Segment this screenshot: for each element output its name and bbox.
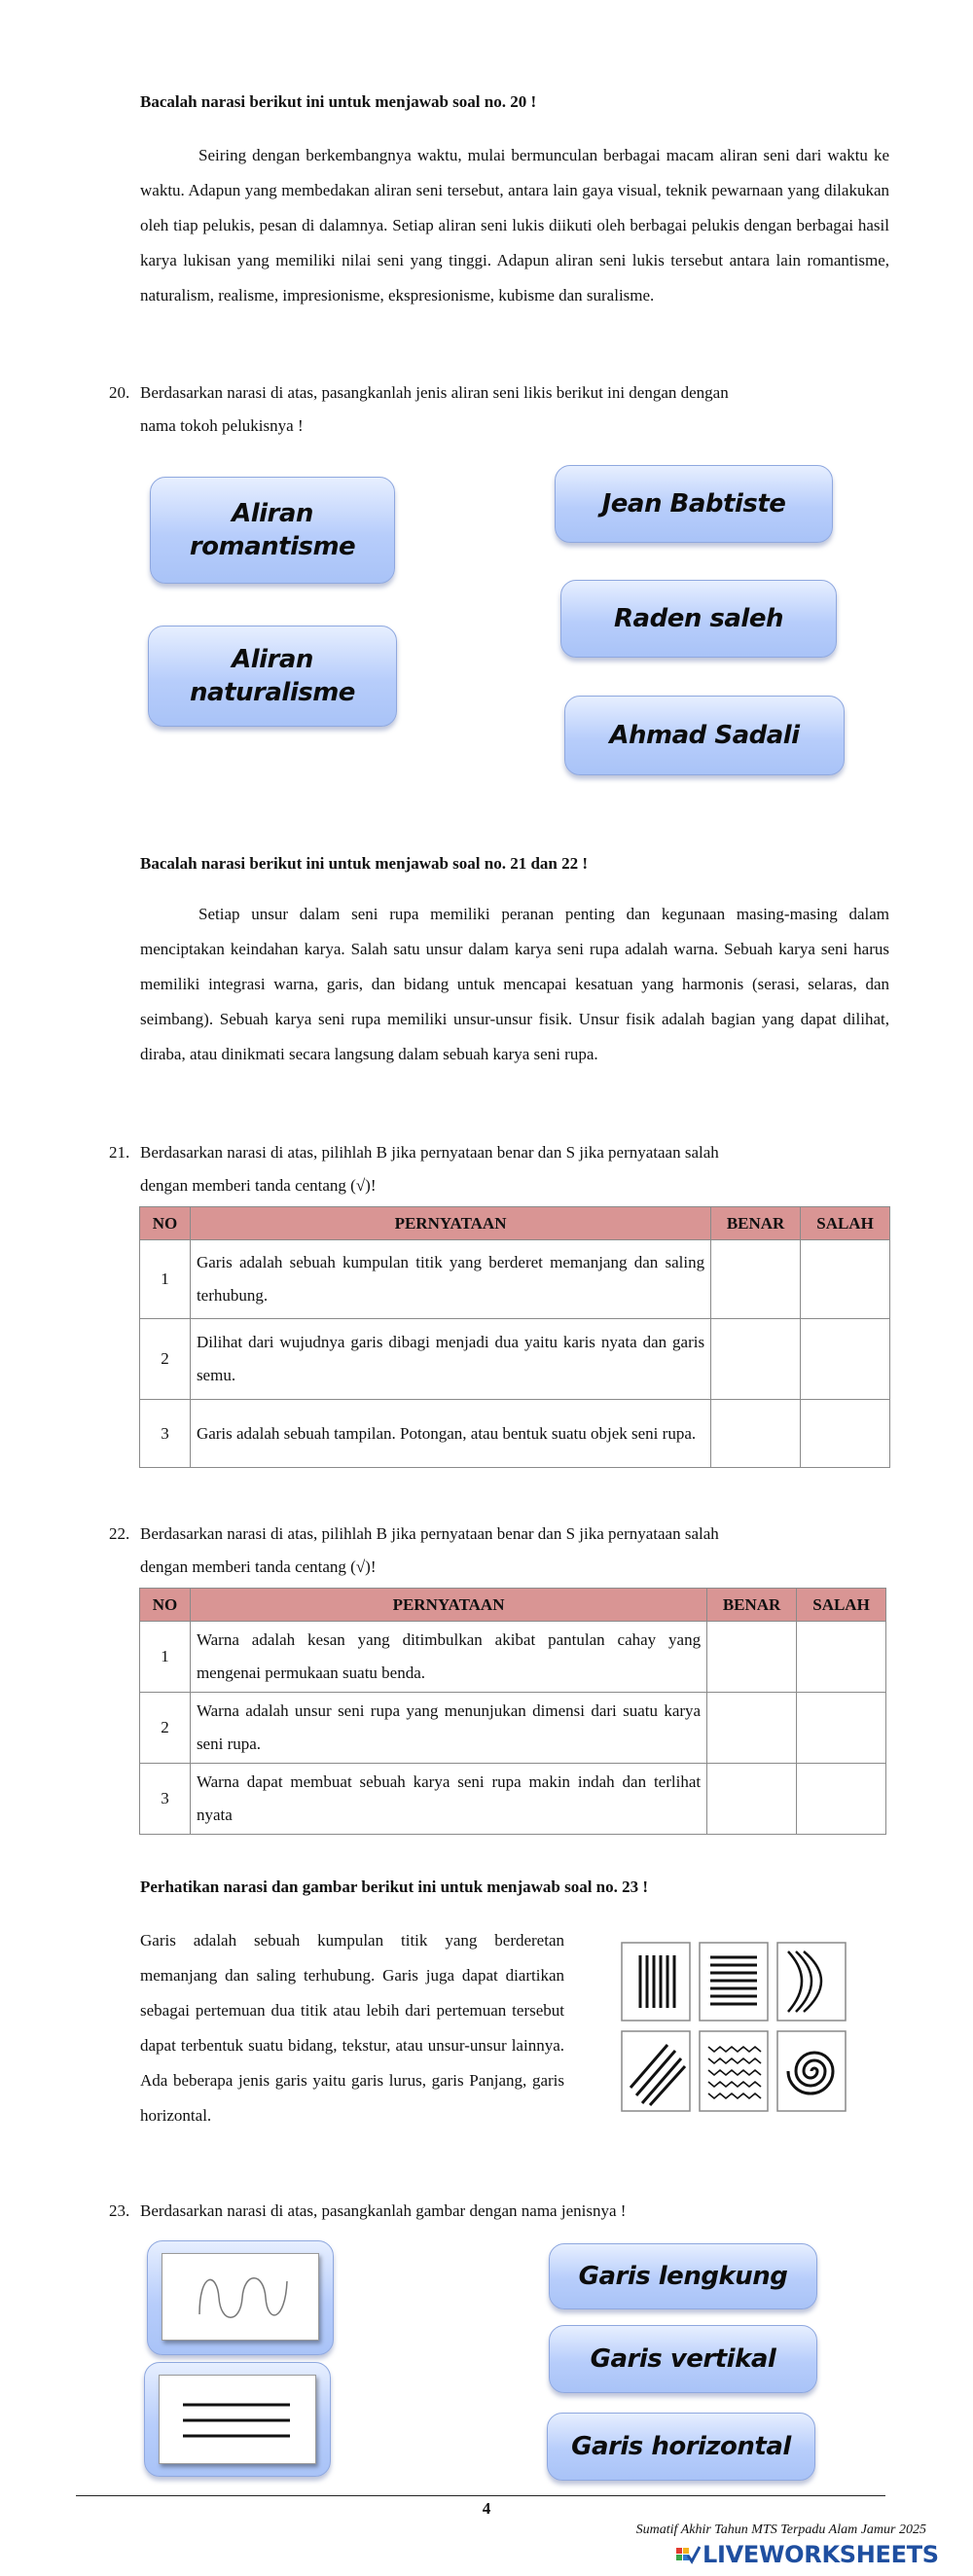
q22-header-salah: SALAH bbox=[797, 1589, 886, 1622]
q21-table bbox=[139, 1206, 890, 1468]
q23-right-option-3[interactable] bbox=[547, 2413, 815, 2481]
table-row bbox=[140, 1319, 890, 1400]
q21-row-1-statement: Garis adalah sebuah kumpulan titik yang berderet memanjang dan saling terhubung. bbox=[190, 1240, 710, 1319]
table-row bbox=[140, 1693, 886, 1764]
q21-row-3-salah-cell[interactable] bbox=[801, 1400, 890, 1468]
q21-row-2-no: 2 bbox=[140, 1319, 191, 1400]
liveworksheets-logo-icon bbox=[675, 2543, 701, 2566]
q22-row-1-no: 1 bbox=[140, 1622, 191, 1693]
footer-divider bbox=[76, 2495, 885, 2496]
q20-number: 20. bbox=[109, 383, 130, 402]
section1-paragraph: Seiring dengan berkembangnya waktu, mulai bermunculan berbagai macam aliran seni dari waktu ke waktu. Adapun yang membedakan aliran seni tersebut, antara lain gaya visual, teknik pewarnaan yang dilakukan oleh tiap pelukis, pesan di dalamnya. Setiap aliran seni lukis diikuti oleh berbagai pelukis dengan berbagai hasil karya lukisan yang memiliki nilai seni yang tinggi. Adapun aliran seni lukis tersebut antara lain romantisme, naturalism, realisme, impresionisme, ekspresionisme, kubisme dan suralisme. bbox=[140, 146, 889, 304]
q21-row-3-no: 3 bbox=[140, 1400, 191, 1468]
q20-text-line1: Berdasarkan narasi di atas, pasangkanlah jenis aliran seni likis berikut ini dengan dengan bbox=[140, 383, 729, 402]
q20-right-option-2[interactable] bbox=[560, 580, 837, 658]
section2-heading: Bacalah narasi berikut ini untuk menjawab soal no. 21 dan 22 ! bbox=[140, 854, 589, 873]
section1-heading: Bacalah narasi berikut ini untuk menjawab soal no. 20 ! bbox=[140, 92, 537, 111]
table-row bbox=[140, 1400, 890, 1468]
q20-text-line2: nama tokoh pelukisnya ! bbox=[140, 416, 304, 435]
q20-right-option-1[interactable] bbox=[555, 465, 833, 543]
q22-row-3-benar-cell[interactable] bbox=[707, 1764, 797, 1835]
q22-row-2-no: 2 bbox=[140, 1693, 191, 1764]
q20-left-option-1-label: Aliran romantisme bbox=[189, 499, 356, 561]
horizontal-lines-image bbox=[159, 2375, 316, 2464]
table-row bbox=[140, 1240, 890, 1319]
q21-row-1-salah-cell[interactable] bbox=[801, 1240, 890, 1319]
q21-number: 21. bbox=[109, 1143, 130, 1162]
horizontal-lines-icon bbox=[160, 2376, 317, 2465]
q22-row-2-statement: Warna adalah unsur seni rupa yang menunjukan dimensi dari suatu karya seni rupa. bbox=[190, 1693, 706, 1764]
q22-row-2-benar-cell[interactable] bbox=[707, 1693, 797, 1764]
liveworksheets-brand: LIVEWORKSHEETS bbox=[703, 2541, 939, 2568]
q22-row-2-salah-cell[interactable] bbox=[797, 1693, 886, 1764]
table-row bbox=[140, 1764, 886, 1835]
table-row bbox=[140, 1622, 886, 1693]
q22-text-line1: Berdasarkan narasi di atas, pilihlah B jika pernyataan benar dan S jika pernyataan salah bbox=[140, 1524, 719, 1543]
q23-text: Berdasarkan narasi di atas, pasangkanlah gambar dengan nama jenisnya ! bbox=[140, 2201, 627, 2220]
q20-right-option-1-label: Jean Babtiste bbox=[601, 489, 786, 519]
q21-header-benar: BENAR bbox=[711, 1207, 801, 1240]
q21-header-no: NO bbox=[140, 1207, 191, 1240]
q22-row-1-benar-cell[interactable] bbox=[707, 1622, 797, 1693]
q22-header-statement: PERNYATAAN bbox=[190, 1589, 706, 1622]
q21-text-line2: dengan memberi tanda centang (√)! bbox=[140, 1176, 377, 1195]
q20-left-option-2[interactable] bbox=[148, 626, 397, 727]
q21-table-header-row bbox=[140, 1207, 890, 1240]
section3-heading: Perhatikan narasi dan gambar berikut ini untuk menjawab soal no. 23 ! bbox=[140, 1878, 649, 1896]
q22-row-3-no: 3 bbox=[140, 1764, 191, 1835]
q21-header-statement: PERNYATAAN bbox=[190, 1207, 710, 1240]
q21-row-3-benar-cell[interactable] bbox=[711, 1400, 801, 1468]
footer-caption: Sumatif Akhir Tahun MTS Terpadu Alam Jamur 2025 bbox=[635, 2522, 926, 2537]
liveworksheets-logo bbox=[675, 2539, 967, 2570]
q22-table-header-row bbox=[140, 1589, 886, 1622]
q21-text-line1: Berdasarkan narasi di atas, pilihlah B jika pernyataan benar dan S jika pernyataan salah bbox=[140, 1143, 719, 1162]
q21-row-2-statement: Dilihat dari wujudnya garis dibagi menjadi dua yaitu karis nyata dan garis semu. bbox=[190, 1319, 710, 1400]
q22-header-no: NO bbox=[140, 1589, 191, 1622]
q20-left-option-2-label: Aliran naturalisme bbox=[190, 645, 355, 707]
q23-image-card-wavy[interactable] bbox=[147, 2240, 334, 2355]
q23-right-option-1[interactable] bbox=[549, 2243, 817, 2309]
q22-row-3-statement: Warna dapat membuat sebuah karya seni rupa makin indah dan terlihat nyata bbox=[190, 1764, 706, 1835]
q21-row-2-benar-cell[interactable] bbox=[711, 1319, 801, 1400]
wavy-line-icon bbox=[162, 2254, 320, 2342]
q22-number: 22. bbox=[109, 1524, 130, 1543]
q23-right-option-2-label: Garis vertikal bbox=[590, 2344, 776, 2374]
vertical-lines-tile bbox=[622, 1943, 690, 2021]
q23-right-option-2[interactable] bbox=[549, 2325, 817, 2393]
q22-row-3-salah-cell[interactable] bbox=[797, 1764, 886, 1835]
q20-left-option-1[interactable] bbox=[150, 477, 395, 584]
q20-right-option-2-label: Raden saleh bbox=[614, 604, 783, 633]
q21-row-2-salah-cell[interactable] bbox=[801, 1319, 890, 1400]
q22-row-1-statement: Warna adalah kesan yang ditimbulkan akibat pantulan cahay yang mengenai permukaan suatu benda. bbox=[190, 1622, 706, 1693]
q23-right-option-3-label: Garis horizontal bbox=[571, 2432, 791, 2461]
q21-row-1-no: 1 bbox=[140, 1240, 191, 1319]
wavy-line-image bbox=[162, 2253, 319, 2341]
q21-row-1-benar-cell[interactable] bbox=[711, 1240, 801, 1319]
section2-paragraph: Setiap unsur dalam seni rupa memiliki peranan penting dan kegunaan masing-masing dalam menciptakan keindahan karya. Salah satu unsur dalam karya seni rupa adalah warna. Sebuah karya seni harus memiliki integrasi warna, garis, dan bidang untuk mencapai kesatuan yang harmonis (serasi, selaras, dan seimbang). Sebuah karya seni rupa memiliki unsur-unsur fisik. Unsur fisik adalah bagian yang dapat dilihat, diraba, atau dinikmati secara langsung dalam sebuah karya seni rupa. bbox=[140, 905, 889, 1063]
q23-image-card-horizontal[interactable] bbox=[144, 2362, 331, 2477]
page-number: 4 bbox=[482, 2499, 491, 2518]
section3-paragraph: Garis adalah sebuah kumpulan titik yang berderetan memanjang dan saling terhubung. Garis juga dapat diartikan sebagai pertemuan dua titik atau lebih dari pertemuan tersebut dapat terbentuk suatu bidang, tekstur, atau unsur-unsur lainnya. Ada beberapa jenis garis yaitu garis lurus, garis Panjang, garis horizontal. bbox=[140, 1931, 564, 2125]
q20-right-option-3[interactable] bbox=[564, 696, 845, 775]
line-types-illustration bbox=[621, 1942, 847, 2113]
q23-right-option-1-label: Garis lengkung bbox=[578, 2262, 788, 2291]
q22-table bbox=[139, 1588, 886, 1835]
q21-row-3-statement: Garis adalah sebuah tampilan. Potongan, atau bentuk suatu objek seni rupa. bbox=[190, 1400, 710, 1468]
q22-text-line2: dengan memberi tanda centang (√)! bbox=[140, 1557, 377, 1576]
q21-header-salah: SALAH bbox=[801, 1207, 890, 1240]
q22-row-1-salah-cell[interactable] bbox=[797, 1622, 886, 1693]
q20-right-option-3-label: Ahmad Sadali bbox=[609, 721, 800, 750]
q23-number: 23. bbox=[109, 2201, 130, 2220]
q22-header-benar: BENAR bbox=[707, 1589, 797, 1622]
